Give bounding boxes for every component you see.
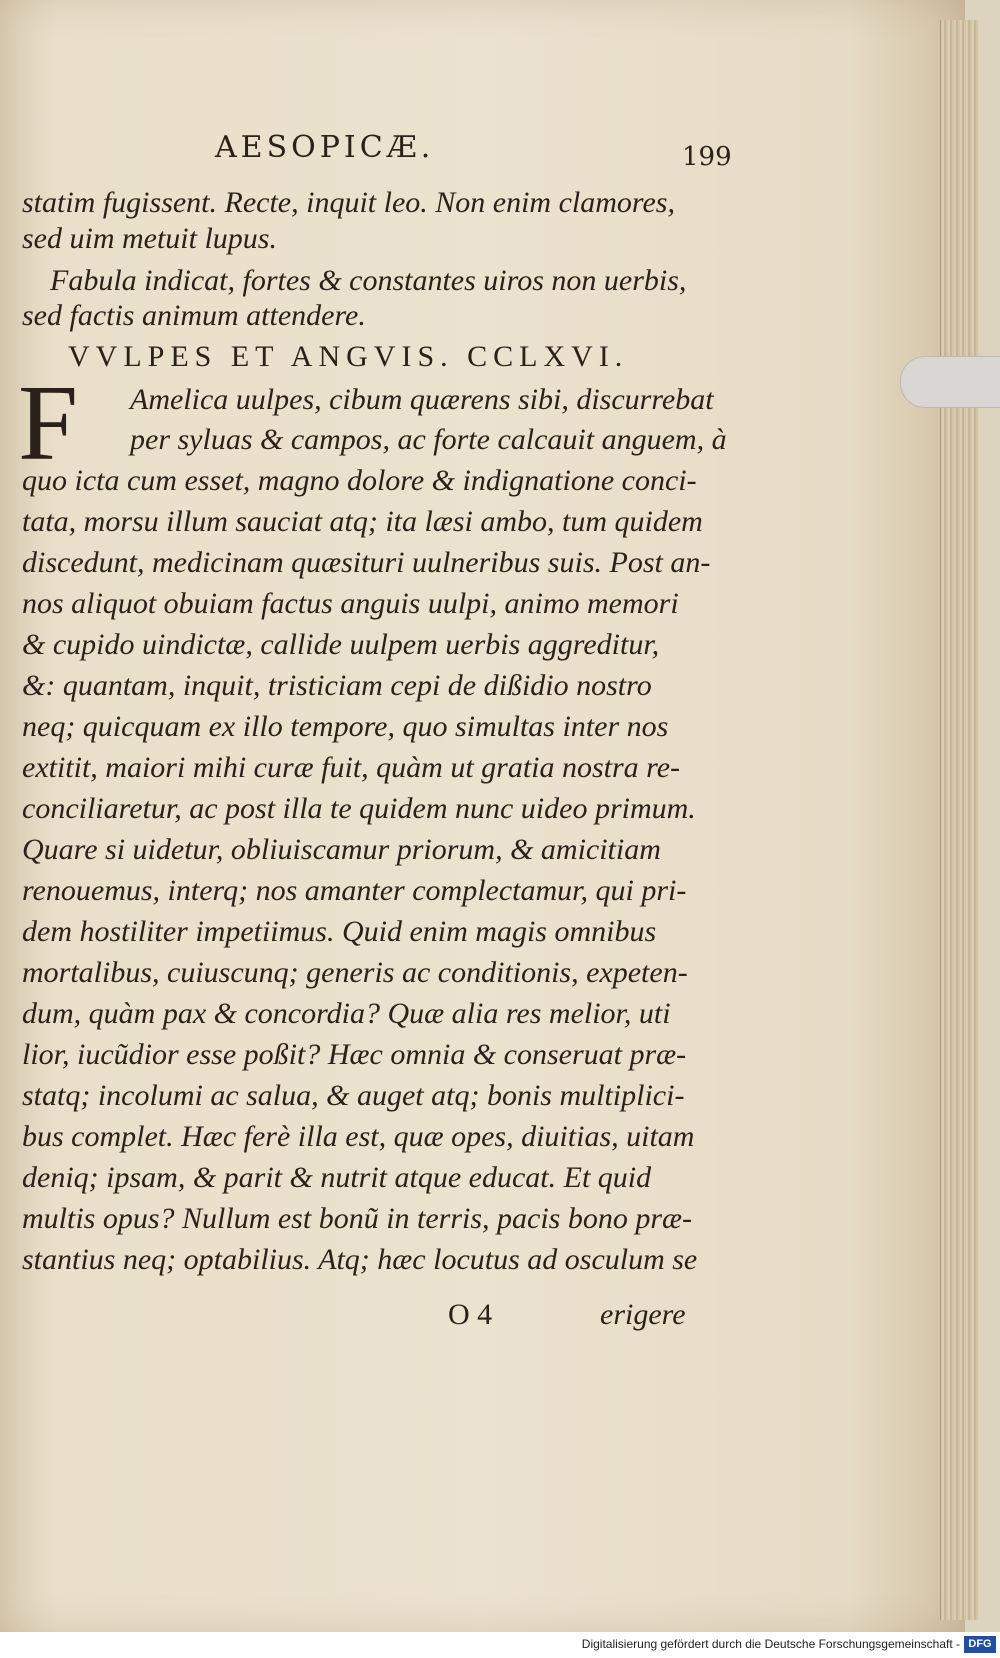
text-line: multis opus? Nullum est bonũ in terris, pacis bono præ- (22, 1202, 693, 1235)
text-line: discedunt, medicinam quæsituri uulneribus suis. Post an- (22, 546, 711, 579)
running-head: AESOPICÆ. (215, 130, 435, 165)
text-line: conciliaretur, ac post illa te quidem nunc uideo primum. (22, 792, 696, 825)
footer-bar (0, 1632, 1000, 1658)
footer-credit: Digitalisierung gefördert durch die Deutsche Forschungsgemeinschaft - (581, 1637, 960, 1651)
fable-title: VVLPES ET ANGVIS. CCLXVI. (68, 340, 629, 373)
text-line: Fabula indicat, fortes & constantes uiros non uerbis, (50, 264, 687, 297)
text-line: &: quantam, inquit, tristiciam cepi de dißidio nostro (22, 669, 652, 702)
text-line: statq; incolumi ac salua, & auget atq; bonis multiplici- (22, 1079, 685, 1112)
text-line: mortalibus, cuiuscunq; generis ac conditionis, expeten- (22, 956, 688, 989)
signature-mark: O 4 (448, 1298, 493, 1331)
dfg-logo-icon: DFG (964, 1636, 996, 1653)
text-line: statim fugissent. Recte, inquit leo. Non enim clamores, (22, 186, 675, 219)
bookmark-tab (900, 356, 1000, 408)
catchword: erigere (600, 1298, 686, 1331)
text-line: bus complet. Hæc ferè illa est, quæ opes, diuitias, uitam (22, 1120, 695, 1153)
text-line: neq; quicquam ex illo tempore, quo simultas inter nos (22, 710, 669, 743)
text-line: tata, morsu illum sauciat atq; ita læsi ambo, tum quidem (22, 505, 703, 538)
text-line: sed uim metuit lupus. (22, 222, 277, 255)
text-line: dum, quàm pax & concordia? Quæ alia res melior, uti (22, 997, 671, 1030)
text-line: dem hostiliter impetiimus. Quid enim magis omnibus (22, 915, 657, 948)
drop-cap: F (18, 364, 79, 483)
page-edges (940, 20, 979, 1620)
text-line: lior, iucũdior esse poßit? Hæc omnia & conseruat præ- (22, 1038, 687, 1071)
text-line: sed factis animum attendere. (22, 299, 366, 332)
page-number: 199 (682, 142, 732, 172)
text-line: quo icta cum esset, magno dolore & indignatione conci- (22, 464, 697, 497)
text-line: extitit, maiori mihi curæ fuit, quàm ut gratia nostra re- (22, 751, 681, 784)
text-line: & cupido uindictæ, callide uulpem uerbis aggreditur, (22, 628, 660, 661)
text-line: deniq; ipsam, & parit & nutrit atque educat. Et quid (22, 1161, 652, 1194)
text-line: renouemus, interq; nos amanter complectamur, qui pri- (22, 874, 687, 907)
text-line: nos aliquot obuiam factus anguis uulpi, animo memori (22, 587, 679, 620)
text-line: Quare si uidetur, obliuiscamur priorum, & amicitiam (22, 833, 661, 866)
text-line: stantius neq; optabilius. Atq; hæc locutus ad osculum se (22, 1243, 698, 1276)
text-line: Amelica uulpes, cibum quærens sibi, discurrebat (130, 383, 714, 416)
text-line: per syluas & campos, ac forte calcauit anguem, à (130, 423, 727, 456)
